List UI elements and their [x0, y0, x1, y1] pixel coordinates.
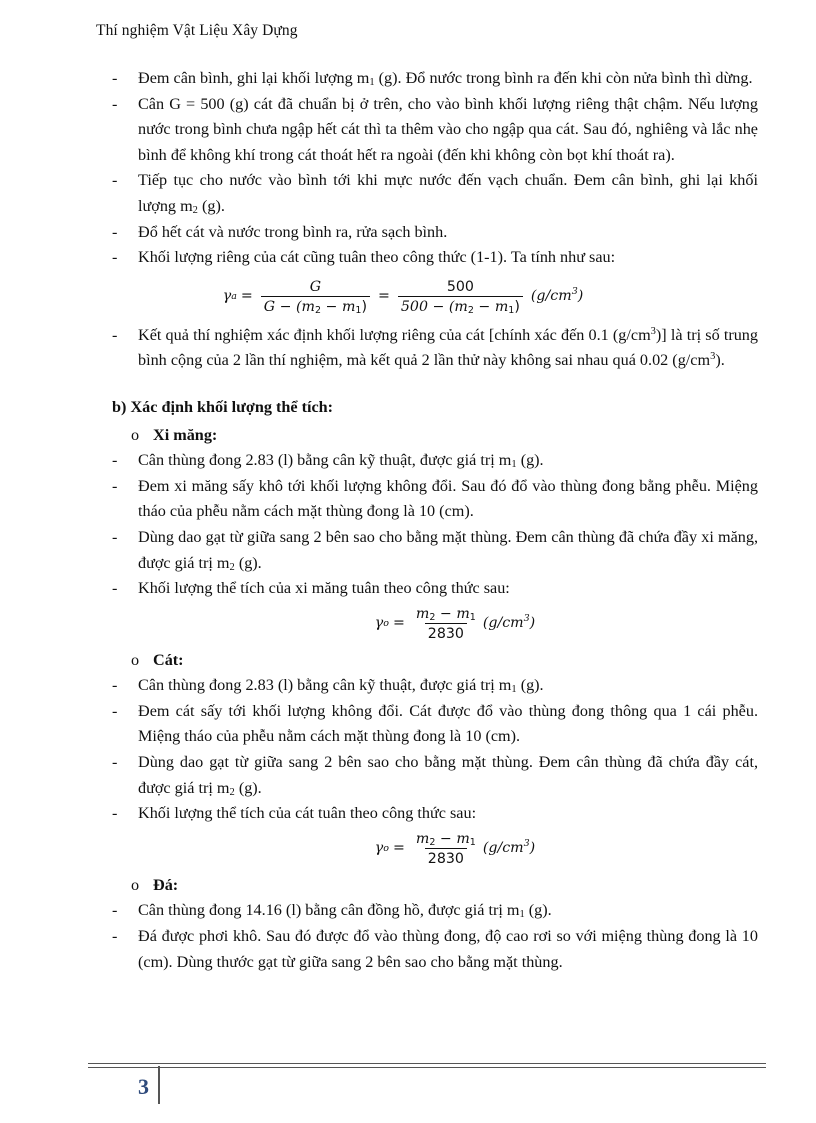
subsection-title-stone: o Đá: — [112, 873, 758, 899]
list-item: - Đổ hết cát và nước trong bình ra, rửa sạch bình. — [112, 220, 758, 246]
subsection-title-sand: o Cát: — [112, 648, 758, 674]
list-item: - Cân thùng đong 2.83 (l) bằng cân kỹ thuật, được giá trị $m_1$ (g). — [112, 676, 544, 696]
fraction: $\frac{m_2 - m_1}{2830}$ — [415, 605, 476, 642]
circle-bullet-icon: o — [131, 650, 140, 669]
list-item: - Đem cát sấy tới khối lượng không đổi. Cát được đổ vào thùng đong thông qua 1 cái phễu. Miệng tháo của phễu nằm cách mặt thùng đong là 10 (cm). — [112, 701, 758, 746]
list-item: - Khối lượng thể tích của cát tuân theo công thức sau: — [112, 804, 477, 823]
fraction: $\frac{m_2 - m_1}{2830}$ — [415, 830, 476, 867]
bullet-dash: - — [112, 222, 118, 241]
list-item: - Đem cân bình, ghi lại khối lượng $m_1$ (g). Đổ nước trong bình ra đến khi còn nửa bình thì dừng. — [112, 66, 758, 92]
bullet-dash: - — [112, 94, 118, 113]
document-body — [112, 66, 758, 975]
bullet-dash: - — [112, 325, 118, 344]
unit-weight-formula-sand: γ o = $\frac{m_2 - m_1}{2830}$ $(g/cm^3)$ — [374, 830, 536, 867]
list-item: - Dùng dao gạt từ giữa sang 2 bên sao cho bằng mặt thùng. Đem cân thùng đã chứa đầy cát, được giá trị $m_2$ (g). — [112, 753, 758, 798]
list-item: - Tiếp tục cho nước vào bình tới khi mực nước đến vạch chuẩn. Đem cân bình, ghi lại khối lượng $m_2$ (g). — [112, 168, 758, 219]
list-item: - Cân thùng đong 2.83 (l) bằng cân kỹ thuật, được giá trị $m_1$ (g). — [112, 451, 544, 471]
fraction: $\frac{500}{500 - (m_2 - m_1)}$ — [398, 279, 523, 315]
list-item: - Khối lượng thể tích của xi măng tuân theo công thức sau: — [112, 579, 510, 598]
bullet-dash: - — [112, 69, 118, 87]
list-item: - Dùng dao gạt từ giữa sang 2 bên sao cho bằng mặt thùng. Đem cân thùng đã chứa đầy xi măng, được giá trị $m_2$ (g). — [112, 527, 758, 573]
fraction: $\frac{G}{G - (m_2 - m_1)}$ — [261, 279, 370, 315]
page-header: Thí nghiệm Vật Liệu Xây Dựng — [96, 22, 298, 39]
list-item: - Cân G = 500 (g) cát đã chuẩn bị ở trên, cho vào bình khối lượng riêng thật chậm. Nếu lượng nước trong bình chưa ngập hết cát thì ta thêm vào cho ngập qua cát. Sau đó, nghiêng và lắc nhẹ bình để không khí trong cát thoát hết ra ngoài (đến khi không còn bọt khí thoát ra). — [112, 92, 758, 169]
list-item: - Khối lượng riêng của cát cũng tuân theo công thức (1-1). Ta tính như sau: — [112, 245, 758, 271]
list-item: - Kết quả thí nghiệm xác định khối lượng riêng của cát [chính xác đến 0.1 $(g/cm^3)$] là trị số trung bình cộng của 2 lần thí nghiệm, mà kết quả 2 lần thử này không sai nhau quá 0.02 $(g/cm^3)$. — [112, 323, 758, 374]
page-number: 3 — [138, 1074, 149, 1099]
list-item: - Cân thùng đong 14.16 (l) bằng cân đồng hồ, được giá trị $m_1$ (g). — [112, 901, 552, 921]
section-heading: b) Xác định khối lượng thể tích: — [112, 397, 334, 416]
footer-divider — [88, 1063, 766, 1068]
page-number-bar — [158, 1066, 160, 1104]
list-item: - Đá được phơi khô. Sau đó được đổ vào thùng đong, độ cao rơi so với miệng thùng đong là 10 (cm). Dùng thước gạt từ giữa sang 2 bên sao cho bằng mặt thùng. — [112, 927, 758, 971]
bullet-dash: - — [112, 171, 118, 190]
bullet-dash: - — [112, 248, 118, 267]
subsection-title-cement: o Xi măng: — [112, 423, 758, 449]
density-formula: γ a = $\frac{G}{G - (m_2 - m_1)}$ = $\frac{500}{500 - (m_2 - m_1)}$ $(g/cm^3)$ — [222, 278, 584, 316]
unit-weight-formula-cement: γ o = $\frac{m_2 - m_1}{2830}$ $(g/cm^3)$ — [374, 605, 536, 642]
circle-bullet-icon: o — [131, 425, 140, 444]
circle-bullet-icon: o — [131, 875, 140, 894]
list-item: - Đem xi măng sấy khô tới khối lượng không đổi. Sau đó đổ vào thùng đong bằng phễu. Miệng tháo của phễu nằm cách mặt thùng đong là 10 (cm). — [112, 476, 758, 521]
